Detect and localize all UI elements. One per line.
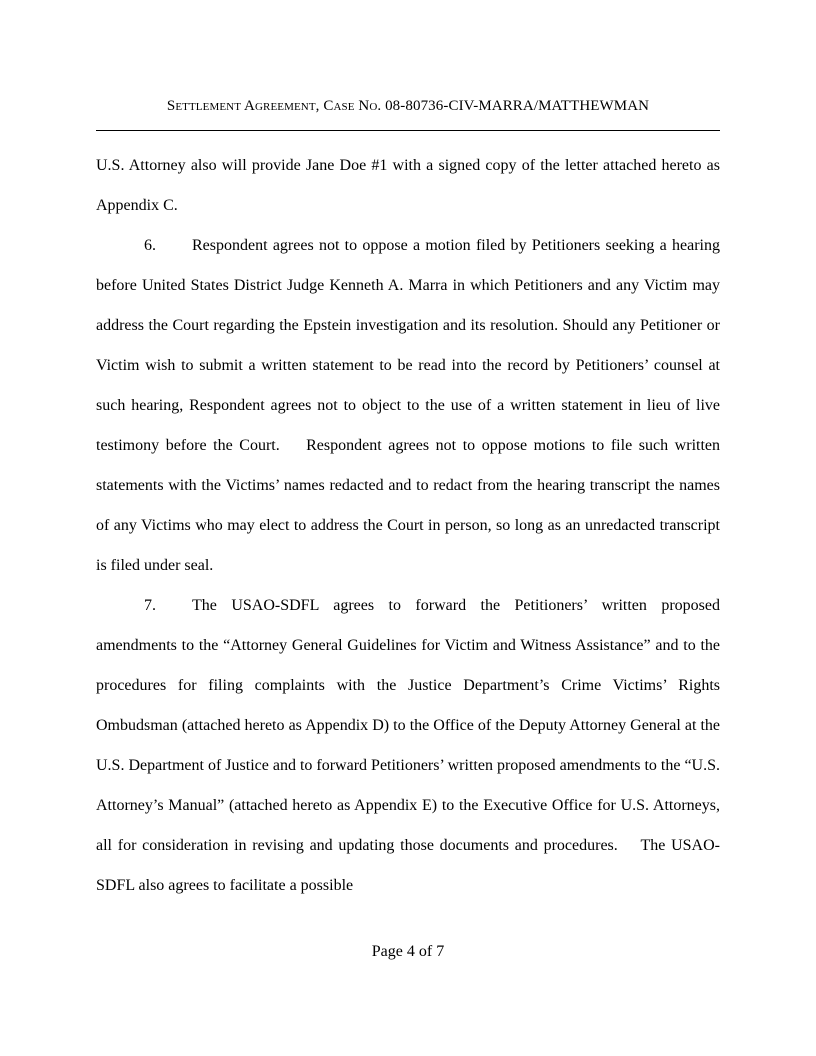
paragraph-number: 6.: [144, 237, 156, 254]
paragraph-text: The USAO-SDFL agrees to forward the Petitioners’ written proposed amendments to the “Attorney General Guidelines for Victim and Witness Assistance” and to the procedures for filing complaints with the Justice Department’s Crime Victims’ Rights Ombudsman (attached hereto as Appendix D) to the Office of the Deputy Attorney General at the U.S. Department of Justice and to forward Petitioners’ written proposed amendments to the “U.S. Attorney’s Manual” (attached hereto as Appendix E) to the Executive Office for U.S. Attorneys, all for consideration in revising and updating those documents and procedures. The USAO-SDFL also agrees to facilitate a possible: [96, 597, 724, 894]
document-body: [96, 146, 724, 906]
paragraph-text: Respondent agrees not to oppose a motion filed by Petitioners seeking a hearing before United States District Judge Kenneth A. Marra in which Petitioners and any Victim may address the Court regarding the Epstein investigation and its resolution. Should any Petitioner or Victim wish to submit a written statement to be read into the record by Petitioners’ counsel at such hearing, Respondent agrees not to object to the use of a written statement in lieu of live testimony before the Court. Respondent agrees not to oppose motions to file such written statements with the Victims’ names redacted and to redact from the hearing transcript the names of any Victims who may elect to address the Court in person, so long as an unredacted transcript is filed under seal.: [96, 237, 724, 574]
header-case-number: 08-80736-CIV-MARRA/MATTHEWMAN: [385, 98, 650, 114]
running-header: [96, 97, 720, 115]
page-number: Page 4 of 7: [371, 943, 445, 960]
paragraph-7: [96, 586, 724, 906]
paragraph-6: [96, 226, 724, 586]
header-title: Settlement Agreement, Case No.: [166, 98, 382, 114]
header-divider: [96, 130, 720, 131]
paragraph-text: U.S. Attorney also will provide Jane Doe #1 with a signed copy of the letter attached hereto as Appendix C.: [96, 157, 724, 214]
paragraph-continuation: [96, 146, 724, 226]
paragraph-number: 7.: [144, 597, 156, 614]
